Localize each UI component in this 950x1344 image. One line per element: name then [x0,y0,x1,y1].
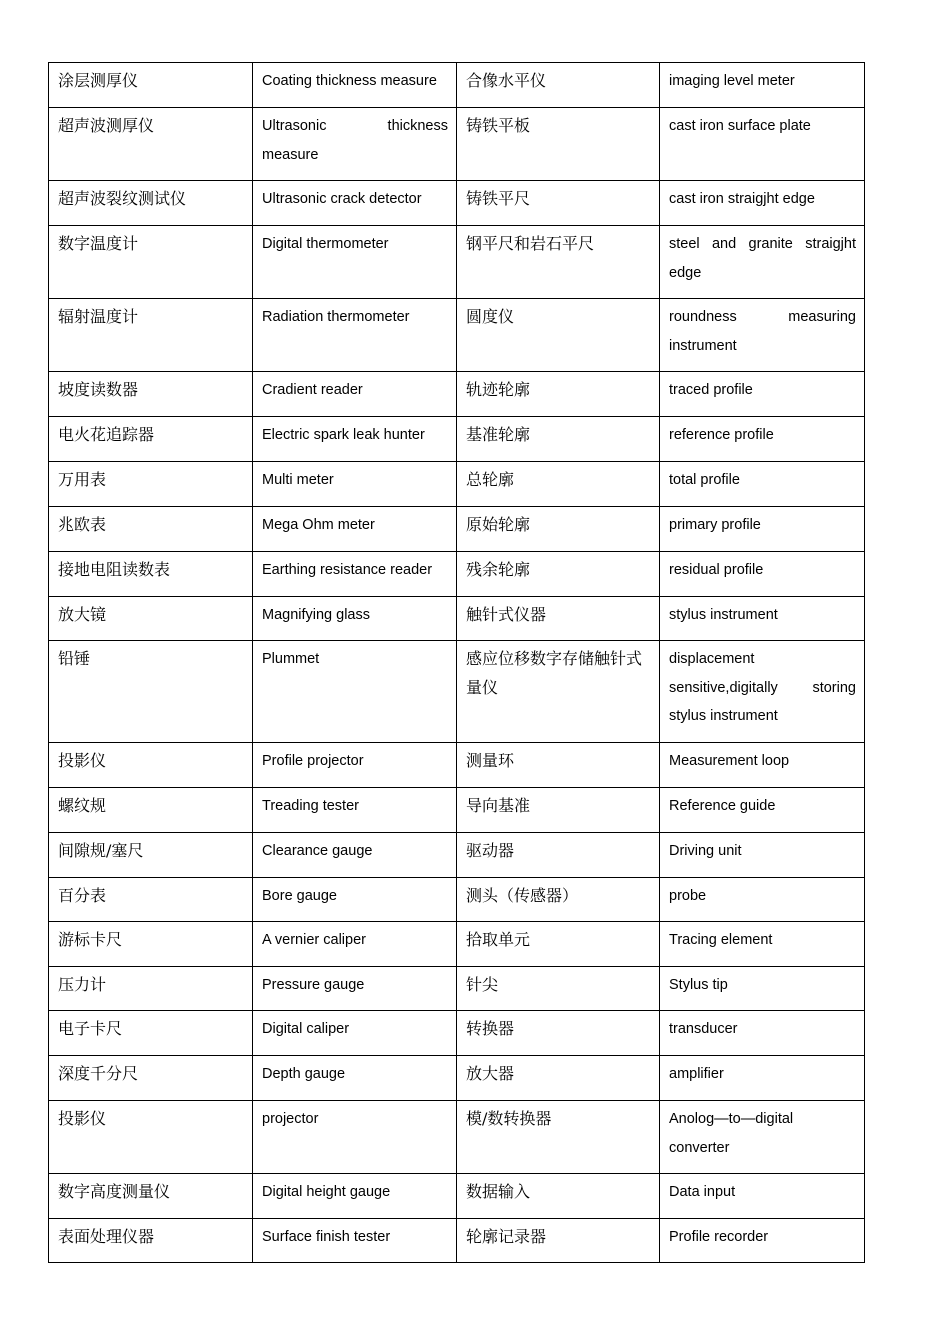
table-row [49,1174,865,1219]
table-row [49,1101,865,1174]
term-en-left: A vernier caliper [253,922,457,967]
glossary-table [48,62,865,1263]
term-zh-left: 涂层测厚仪 [49,63,253,108]
term-en-left: Digital thermometer [253,226,457,299]
term-zh-left: 压力计 [49,967,253,1011]
term-en-right: Measurement loop [660,743,865,788]
term-en-left: Digital caliper [253,1011,457,1056]
term-zh-right: 驱动器 [457,833,660,878]
term-en-right: Profile recorder [660,1219,865,1263]
term-en-left: Plummet [253,641,457,743]
term-en-right: transducer [660,1011,865,1056]
term-en-right: stylus instrument [660,597,865,641]
term-zh-left: 超声波裂纹测试仪 [49,181,253,226]
term-en-right: steel and granite straigjht edge [660,226,865,299]
term-en-left: Digital height gauge [253,1174,457,1219]
term-en-left: projector [253,1101,457,1174]
term-zh-right: 针尖 [457,967,660,1011]
table-row [49,788,865,833]
term-en-right: amplifier [660,1056,865,1101]
term-zh-right: 轨迹轮廓 [457,372,660,417]
term-zh-right: 铸铁平板 [457,108,660,181]
table-row [49,552,865,597]
term-zh-right: 钢平尺和岩石平尺 [457,226,660,299]
term-en-right: primary profile [660,507,865,552]
term-zh-right: 触针式仪器 [457,597,660,641]
term-en-right: residual profile [660,552,865,597]
term-zh-right: 数据输入 [457,1174,660,1219]
term-zh-left: 超声波测厚仪 [49,108,253,181]
term-en-right: Stylus tip [660,967,865,1011]
term-zh-right: 轮廓记录器 [457,1219,660,1263]
term-en-left: Cradient reader [253,372,457,417]
term-en-right: imaging level meter [660,63,865,108]
term-zh-left: 铅锤 [49,641,253,743]
term-en-left: Electric spark leak hunter [253,417,457,462]
term-zh-right: 转换器 [457,1011,660,1056]
term-en-left: Ultrasonic thickness measure [253,108,457,181]
term-zh-right: 放大器 [457,1056,660,1101]
table-row [49,878,865,922]
term-zh-left: 接地电阻读数表 [49,552,253,597]
term-zh-left: 投影仪 [49,1101,253,1174]
table-row [49,299,865,372]
term-en-right: Anolog—to—digital converter [660,1101,865,1174]
table-row [49,507,865,552]
term-en-left: Magnifying glass [253,597,457,641]
term-zh-left: 兆欧表 [49,507,253,552]
term-en-left: Surface finish tester [253,1219,457,1263]
term-zh-right: 铸铁平尺 [457,181,660,226]
term-zh-right: 测量环 [457,743,660,788]
table-row [49,181,865,226]
term-zh-right: 原始轮廓 [457,507,660,552]
term-en-right: cast iron straigjht edge [660,181,865,226]
table-row [49,1219,865,1263]
table-row [49,63,865,108]
term-en-right: cast iron surface plate [660,108,865,181]
term-en-right: total profile [660,462,865,507]
table-row [49,108,865,181]
term-en-left: Treading tester [253,788,457,833]
term-en-left: Profile projector [253,743,457,788]
term-en-right: Driving unit [660,833,865,878]
term-zh-left: 数字温度计 [49,226,253,299]
table-row [49,462,865,507]
term-zh-right: 合像水平仪 [457,63,660,108]
table-row [49,1056,865,1101]
term-en-right: traced profile [660,372,865,417]
table-row [49,226,865,299]
term-en-right: probe [660,878,865,922]
term-zh-right: 拾取单元 [457,922,660,967]
term-zh-right: 模/数转换器 [457,1101,660,1174]
term-en-right: Tracing element [660,922,865,967]
table-row [49,833,865,878]
term-zh-left: 百分表 [49,878,253,922]
table-row [49,967,865,1011]
term-zh-right: 导向基准 [457,788,660,833]
table-row [49,372,865,417]
term-zh-right: 残余轮廓 [457,552,660,597]
glossary-table-body [49,63,865,1263]
table-row [49,641,865,743]
term-en-left: Clearance gauge [253,833,457,878]
term-en-left: Mega Ohm meter [253,507,457,552]
term-en-left: Multi meter [253,462,457,507]
table-row [49,597,865,641]
table-row [49,1011,865,1056]
term-en-left: Earthing resistance reader [253,552,457,597]
table-row [49,417,865,462]
term-zh-left: 深度千分尺 [49,1056,253,1101]
term-en-left: Bore gauge [253,878,457,922]
term-zh-right: 圆度仪 [457,299,660,372]
term-en-left: Radiation thermometer [253,299,457,372]
term-en-left: Depth gauge [253,1056,457,1101]
table-row [49,743,865,788]
term-en-right: roundness measuring instrument [660,299,865,372]
term-en-left: Pressure gauge [253,967,457,1011]
term-en-right: displacement sensitive,digitally storing stylus instrument [660,641,865,743]
term-zh-left: 游标卡尺 [49,922,253,967]
term-zh-left: 万用表 [49,462,253,507]
term-zh-left: 间隙规/塞尺 [49,833,253,878]
table-row [49,922,865,967]
term-zh-left: 放大镜 [49,597,253,641]
term-zh-right: 基准轮廓 [457,417,660,462]
term-zh-left: 螺纹规 [49,788,253,833]
term-zh-left: 坡度读数器 [49,372,253,417]
term-en-right: Data input [660,1174,865,1219]
term-en-left: Coating thickness measure [253,63,457,108]
term-zh-right: 测头（传感器） [457,878,660,922]
term-zh-right: 总轮廓 [457,462,660,507]
term-en-left: Ultrasonic crack detector [253,181,457,226]
term-en-right: reference profile [660,417,865,462]
term-zh-left: 电火花追踪器 [49,417,253,462]
term-zh-left: 表面处理仪器 [49,1219,253,1263]
term-en-right: Reference guide [660,788,865,833]
term-zh-left: 投影仪 [49,743,253,788]
term-zh-left: 电子卡尺 [49,1011,253,1056]
term-zh-right: 感应位移数字存储触针式量仪 [457,641,660,743]
term-zh-left: 辐射温度计 [49,299,253,372]
term-zh-left: 数字高度测量仪 [49,1174,253,1219]
